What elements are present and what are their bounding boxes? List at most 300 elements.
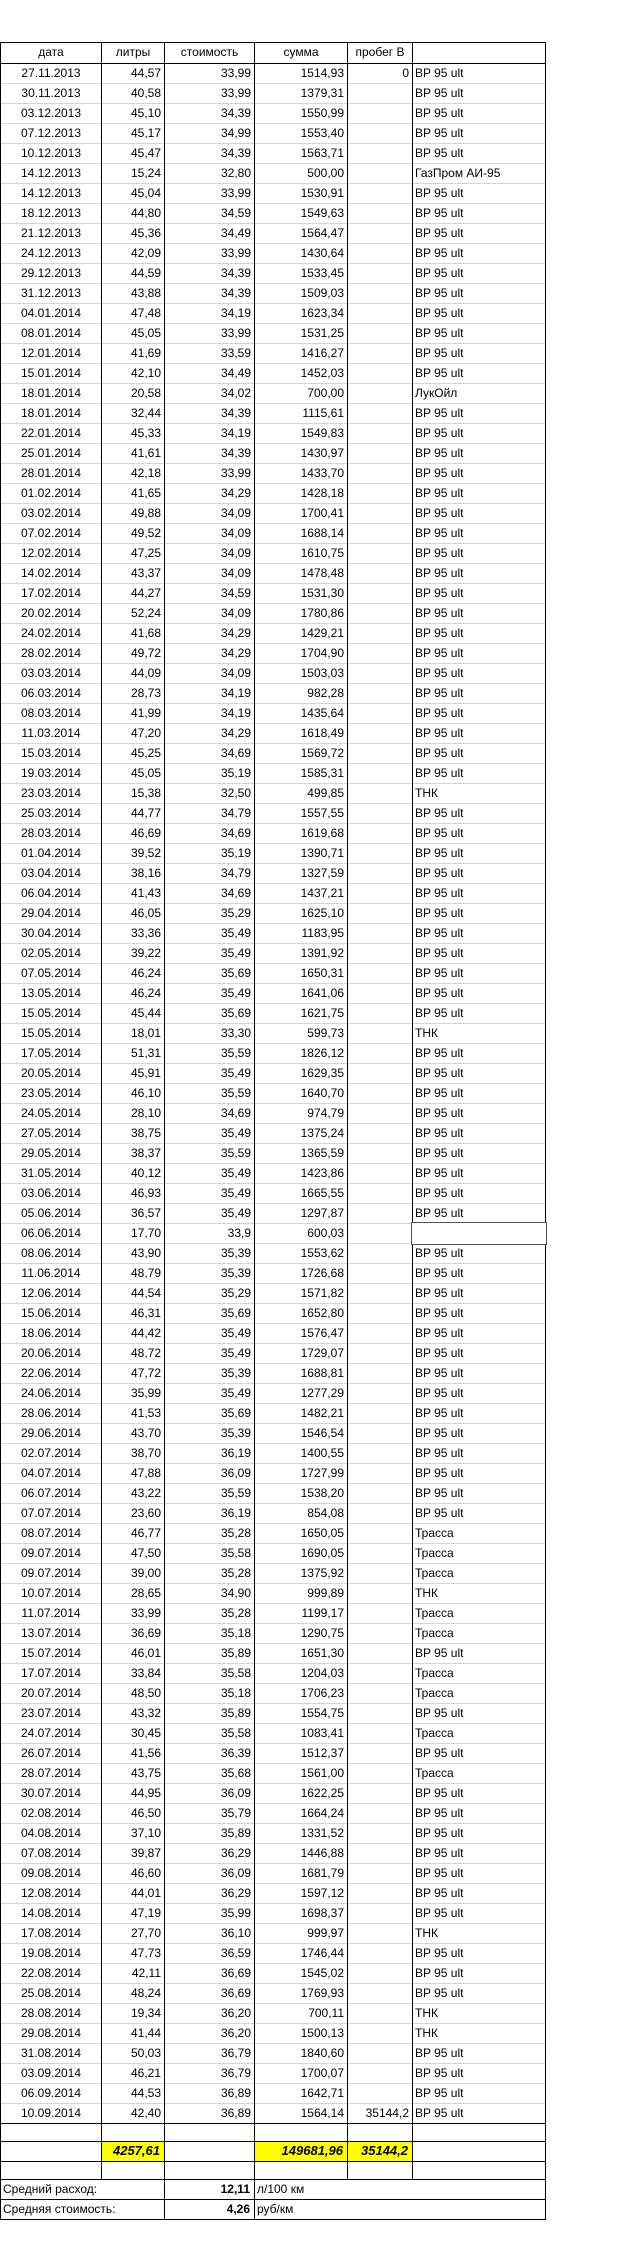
table-cell[interactable]: 09.08.2014 <box>20 1866 82 1880</box>
table-cell[interactable] <box>348 1483 412 1503</box>
table-cell[interactable]: 28,73 <box>130 686 161 700</box>
table-cell[interactable]: BP 95 ult <box>415 1066 464 1080</box>
table-cell[interactable]: 34,09 <box>220 526 251 540</box>
table-cell[interactable]: 27.05.2014 <box>20 1126 82 1140</box>
table-cell[interactable] <box>348 223 412 243</box>
table-cell[interactable]: 35,58 <box>220 1546 251 1560</box>
table-cell[interactable]: 41,56 <box>130 1746 161 1760</box>
table-cell[interactable] <box>348 923 412 943</box>
table-cell[interactable]: 1780,86 <box>300 606 344 620</box>
table-cell[interactable]: 03.06.2014 <box>20 1186 82 1200</box>
table-cell[interactable]: ТНК <box>415 2006 438 2020</box>
table-cell[interactable]: 34,49 <box>220 366 251 380</box>
table-cell[interactable] <box>348 943 412 963</box>
table-cell[interactable]: BP 95 ult <box>415 1446 464 1460</box>
table-cell[interactable]: 34,39 <box>220 446 251 460</box>
table-cell[interactable]: ЛукОйл <box>415 386 458 400</box>
table-cell[interactable]: 35,99 <box>220 1906 251 1920</box>
table-cell[interactable] <box>348 1663 412 1683</box>
table-cell[interactable] <box>348 1023 412 1043</box>
table-cell[interactable]: Трасса <box>415 1766 454 1780</box>
table-cell[interactable]: Трасса <box>415 1546 454 1560</box>
table-cell[interactable]: BP 95 ult <box>415 466 464 480</box>
table-cell[interactable]: 45,05 <box>130 326 161 340</box>
table-cell[interactable]: 1623,34 <box>300 306 344 320</box>
table-cell[interactable] <box>348 1423 412 1443</box>
table-cell[interactable]: 21.12.2013 <box>20 226 82 240</box>
table-cell[interactable]: 33,99 <box>220 326 251 340</box>
table-cell[interactable]: 31.05.2014 <box>20 1166 82 1180</box>
table-cell[interactable]: 35,49 <box>220 1346 251 1360</box>
table-cell[interactable]: 700,11 <box>308 2006 344 2020</box>
table-cell[interactable] <box>348 1003 412 1023</box>
table-cell[interactable] <box>348 143 412 163</box>
table-cell[interactable]: 06.03.2014 <box>20 686 82 700</box>
table-cell[interactable]: 41,65 <box>130 486 161 500</box>
table-cell[interactable] <box>348 1223 412 1243</box>
table-cell[interactable] <box>348 903 412 923</box>
table-cell[interactable]: 34,09 <box>220 566 251 580</box>
table-cell[interactable]: 45,10 <box>130 106 161 120</box>
table-cell[interactable]: 35,58 <box>220 1726 251 1740</box>
table-cell[interactable]: 06.06.2014 <box>20 1226 82 1240</box>
table-cell[interactable]: 48,79 <box>130 1266 161 1280</box>
table-cell[interactable]: BP 95 ult <box>415 1786 464 1800</box>
table-cell[interactable]: Трасса <box>415 1566 454 1580</box>
table-cell[interactable]: 500,00 <box>307 166 344 180</box>
table-cell[interactable]: 1625,10 <box>300 906 344 920</box>
table-cell[interactable]: 1576,47 <box>300 1326 344 1340</box>
table-cell[interactable]: ГазПром АИ-95 <box>415 166 501 180</box>
table-cell[interactable]: 07.05.2014 <box>20 966 82 980</box>
table-cell[interactable]: 41,99 <box>130 706 161 720</box>
table-cell[interactable]: 1640,70 <box>300 1086 344 1100</box>
table-cell[interactable]: 44,95 <box>130 1786 161 1800</box>
table-cell[interactable] <box>348 823 412 843</box>
table-cell[interactable]: 43,88 <box>130 286 161 300</box>
table-cell[interactable]: ТНК <box>415 2026 438 2040</box>
table-cell[interactable] <box>348 663 412 683</box>
table-cell[interactable] <box>348 1323 412 1343</box>
table-cell[interactable]: 46,05 <box>130 906 161 920</box>
table-cell[interactable]: BP 95 ult <box>415 886 464 900</box>
table-cell[interactable]: 11.07.2014 <box>21 1606 81 1620</box>
table-cell[interactable] <box>348 103 412 123</box>
table-cell[interactable]: 35,29 <box>220 1286 251 1300</box>
table-cell[interactable]: 46,24 <box>130 986 161 1000</box>
table-cell[interactable]: 35,99 <box>130 1386 161 1400</box>
table-cell[interactable]: 08.01.2014 <box>20 326 82 340</box>
column-header[interactable]: пробег В <box>355 45 405 59</box>
table-cell[interactable]: 33,99 <box>220 246 251 260</box>
table-cell[interactable]: 1546,54 <box>300 1426 344 1440</box>
table-cell[interactable]: 07.02.2014 <box>20 526 82 540</box>
table-cell[interactable]: ТНК <box>415 1586 438 1600</box>
table-cell[interactable]: 05.06.2014 <box>20 1206 82 1220</box>
table-cell[interactable]: 999,97 <box>307 1926 344 1940</box>
table-cell[interactable] <box>348 1443 412 1463</box>
table-cell[interactable]: BP 95 ult <box>415 626 464 640</box>
table-cell[interactable]: 39,00 <box>130 1566 161 1580</box>
table-cell[interactable]: 35144,2 <box>365 2106 409 2120</box>
table-cell[interactable]: 10.12.2013 <box>20 146 82 160</box>
table-cell[interactable]: 44,53 <box>130 2086 161 2100</box>
table-cell[interactable]: BP 95 ult <box>415 2046 464 2060</box>
table-cell[interactable]: 36,79 <box>220 2046 251 2060</box>
table-cell[interactable]: 34,09 <box>220 606 251 620</box>
table-cell[interactable] <box>348 383 412 403</box>
table-cell[interactable]: 15.05.2014 <box>20 1026 82 1040</box>
table-cell[interactable]: 1512,37 <box>300 1746 344 1760</box>
table-cell[interactable]: 34,99 <box>220 126 251 140</box>
table-cell[interactable]: 29.06.2014 <box>20 1426 82 1440</box>
table-cell[interactable] <box>348 343 412 363</box>
table-cell[interactable]: BP 95 ult <box>415 986 464 1000</box>
table-cell[interactable]: 18,01 <box>130 1026 161 1040</box>
table-cell[interactable]: 06.09.2014 <box>20 2086 82 2100</box>
table-cell[interactable]: 20.05.2014 <box>20 1066 82 1080</box>
table-cell[interactable]: BP 95 ult <box>415 846 464 860</box>
table-cell[interactable]: 17.08.2014 <box>20 1926 82 1940</box>
table-cell[interactable]: 48,72 <box>130 1346 161 1360</box>
table-cell[interactable]: 24.12.2013 <box>20 246 82 260</box>
table-cell[interactable]: 36,20 <box>220 2006 251 2020</box>
table-cell[interactable]: 04.01.2014 <box>20 306 82 320</box>
table-cell[interactable]: 23.07.2014 <box>20 1706 82 1720</box>
table-cell[interactable] <box>348 643 412 663</box>
table-cell[interactable]: BP 95 ult <box>415 286 464 300</box>
table-cell[interactable]: 15,24 <box>130 166 161 180</box>
table-cell[interactable] <box>348 1163 412 1183</box>
table-cell[interactable]: 09.07.2014 <box>20 1546 82 1560</box>
table-cell[interactable]: 11.06.2014 <box>21 1266 81 1280</box>
table-cell[interactable]: 46,50 <box>130 1806 161 1820</box>
table-cell[interactable]: 34,90 <box>220 1586 251 1600</box>
table-cell[interactable]: BP 95 ult <box>415 1086 464 1100</box>
table-cell[interactable]: BP 95 ult <box>415 2066 464 2080</box>
table-cell[interactable]: 46,31 <box>130 1306 161 1320</box>
table-cell[interactable]: 12.08.2014 <box>20 1886 82 1900</box>
table-cell[interactable]: 33,30 <box>220 1026 251 1040</box>
table-cell[interactable] <box>348 1243 412 1263</box>
table-cell[interactable]: 1435,64 <box>300 706 344 720</box>
table-cell[interactable]: 41,53 <box>130 1406 161 1420</box>
table-cell[interactable] <box>348 303 412 323</box>
table-cell[interactable]: 44,42 <box>130 1326 161 1340</box>
table-cell[interactable]: 34,09 <box>220 546 251 560</box>
table-cell[interactable]: Трасса <box>415 1606 454 1620</box>
table-cell[interactable]: 43,37 <box>130 566 161 580</box>
table-cell[interactable]: 35,68 <box>220 1766 251 1780</box>
table-cell[interactable]: 1183,95 <box>301 926 344 940</box>
table-cell[interactable]: BP 95 ult <box>415 306 464 320</box>
table-cell[interactable]: BP 95 ult <box>415 686 464 700</box>
table-cell[interactable]: 30.07.2014 <box>20 1786 82 1800</box>
table-cell[interactable]: 31.08.2014 <box>20 2046 82 2060</box>
table-cell[interactable]: 1769,93 <box>300 1986 344 2000</box>
table-cell[interactable]: 47,19 <box>130 1906 161 1920</box>
table-cell[interactable]: BP 95 ult <box>415 1706 464 1720</box>
table-cell[interactable] <box>348 1963 412 1983</box>
table-cell[interactable] <box>348 1523 412 1543</box>
table-cell[interactable]: 999,89 <box>307 1586 344 1600</box>
table-cell[interactable] <box>348 2043 412 2063</box>
table-cell[interactable] <box>348 723 412 743</box>
table-cell[interactable]: 35,49 <box>220 1206 251 1220</box>
table-cell[interactable]: 24.02.2014 <box>20 626 82 640</box>
table-cell[interactable] <box>348 1843 412 1863</box>
table-cell[interactable]: 17.02.2014 <box>20 586 82 600</box>
table-cell[interactable]: 03.09.2014 <box>20 2066 82 2080</box>
table-cell[interactable]: BP 95 ult <box>415 706 464 720</box>
table-cell[interactable]: 35,49 <box>220 926 251 940</box>
table-cell[interactable]: BP 95 ult <box>415 746 464 760</box>
table-cell[interactable]: 1204,03 <box>300 1666 344 1680</box>
table-cell[interactable]: 1700,41 <box>300 506 344 520</box>
table-cell[interactable]: 1610,75 <box>300 546 344 560</box>
table-cell[interactable]: 1297,87 <box>300 1206 344 1220</box>
table-cell[interactable]: 27.11.2013 <box>21 66 81 80</box>
table-cell[interactable]: 34,19 <box>220 686 251 700</box>
table-cell[interactable]: 20.07.2014 <box>20 1686 82 1700</box>
table-cell[interactable]: ТНК <box>415 786 438 800</box>
table-cell[interactable]: 28.01.2014 <box>20 466 82 480</box>
table-cell[interactable]: 1531,30 <box>300 586 344 600</box>
selected-cell[interactable] <box>411 1222 547 1245</box>
table-cell[interactable]: 39,52 <box>130 846 161 860</box>
table-cell[interactable]: 45,47 <box>130 146 161 160</box>
table-cell[interactable] <box>348 863 412 883</box>
table-cell[interactable]: 47,48 <box>130 306 161 320</box>
table-cell[interactable]: BP 95 ult <box>415 1286 464 1300</box>
table-cell[interactable]: 1514,93 <box>300 66 344 80</box>
table-cell[interactable]: 49,88 <box>130 506 161 520</box>
table-cell[interactable]: 45,33 <box>130 426 161 440</box>
table-cell[interactable]: 1651,30 <box>300 1646 344 1660</box>
table-cell[interactable]: 1665,55 <box>300 1186 344 1200</box>
table-cell[interactable]: 42,18 <box>130 466 161 480</box>
table-cell[interactable]: 46,93 <box>130 1186 161 1200</box>
table-cell[interactable]: BP 95 ult <box>415 1846 464 1860</box>
table-cell[interactable]: BP 95 ult <box>415 666 464 680</box>
table-cell[interactable]: 32,80 <box>220 166 251 180</box>
table-cell[interactable]: 28.03.2014 <box>20 826 82 840</box>
table-cell[interactable]: 1704,90 <box>300 646 344 660</box>
table-cell[interactable]: 35,39 <box>220 1366 251 1380</box>
table-cell[interactable] <box>348 1983 412 2003</box>
table-cell[interactable]: 45,17 <box>130 126 161 140</box>
column-header[interactable] <box>413 42 545 63</box>
table-cell[interactable]: 1391,92 <box>300 946 344 960</box>
table-cell[interactable]: 1509,03 <box>300 286 344 300</box>
table-cell[interactable] <box>348 1803 412 1823</box>
table-cell[interactable]: 37,10 <box>130 1826 161 1840</box>
table-cell[interactable]: 35,28 <box>220 1606 251 1620</box>
table-cell[interactable]: BP 95 ult <box>415 1106 464 1120</box>
table-cell[interactable]: 1549,83 <box>300 426 344 440</box>
table-cell[interactable]: 08.03.2014 <box>20 706 82 720</box>
table-cell[interactable]: 02.05.2014 <box>20 946 82 960</box>
table-cell[interactable]: BP 95 ult <box>415 146 464 160</box>
table-cell[interactable]: 35,59 <box>220 1146 251 1160</box>
table-cell[interactable]: 35,69 <box>220 1006 251 1020</box>
table-cell[interactable]: 29.12.2013 <box>20 266 82 280</box>
table-cell[interactable] <box>348 603 412 623</box>
table-cell[interactable]: 07.08.2014 <box>20 1846 82 1860</box>
table-cell[interactable]: 03.03.2014 <box>20 666 82 680</box>
table-cell[interactable] <box>348 983 412 1003</box>
table-cell[interactable]: BP 95 ult <box>415 406 464 420</box>
table-cell[interactable]: 34,69 <box>220 886 251 900</box>
table-cell[interactable]: BP 95 ult <box>415 1826 464 1840</box>
table-cell[interactable]: 44,09 <box>130 666 161 680</box>
table-cell[interactable]: 32,44 <box>130 406 161 420</box>
table-cell[interactable]: 1557,55 <box>300 806 344 820</box>
table-cell[interactable] <box>348 403 412 423</box>
table-cell[interactable]: 19.08.2014 <box>20 1946 82 1960</box>
table-cell[interactable]: 1650,05 <box>300 1526 344 1540</box>
table-cell[interactable]: 35,49 <box>220 1186 251 1200</box>
table-cell[interactable]: 46,69 <box>130 826 161 840</box>
table-cell[interactable]: 17.07.2014 <box>20 1666 82 1680</box>
table-cell[interactable]: BP 95 ult <box>415 766 464 780</box>
table-cell[interactable]: BP 95 ult <box>415 446 464 460</box>
total-liters[interactable]: 4257,61 <box>102 2141 164 2161</box>
summary-value[interactable]: 4,26 <box>226 2202 250 2216</box>
table-cell[interactable]: BP 95 ult <box>415 826 464 840</box>
table-cell[interactable] <box>348 1863 412 1883</box>
total-sum[interactable]: 149681,96 <box>255 2141 347 2161</box>
table-cell[interactable]: 1375,92 <box>300 1566 344 1580</box>
table-cell[interactable]: 1618,49 <box>300 726 344 740</box>
table-cell[interactable]: 03.02.2014 <box>20 506 82 520</box>
table-cell[interactable]: 33,99 <box>220 66 251 80</box>
table-cell[interactable]: 34,79 <box>220 866 251 880</box>
table-cell[interactable]: 15.01.2014 <box>20 366 82 380</box>
table-cell[interactable]: 22.01.2014 <box>20 426 82 440</box>
table-cell[interactable]: 34,39 <box>220 106 251 120</box>
table-cell[interactable]: 48,50 <box>130 1686 161 1700</box>
table-cell[interactable]: 49,72 <box>130 646 161 660</box>
table-cell[interactable]: 35,39 <box>220 1246 251 1260</box>
table-cell[interactable]: 36,69 <box>220 1986 251 2000</box>
table-cell[interactable] <box>348 2063 412 2083</box>
table-cell[interactable]: 1726,68 <box>300 1266 344 1280</box>
table-cell[interactable]: BP 95 ult <box>415 926 464 940</box>
table-cell[interactable]: 04.07.2014 <box>20 1466 82 1480</box>
table-cell[interactable]: 1700,07 <box>300 2066 344 2080</box>
table-cell[interactable]: 01.02.2014 <box>20 486 82 500</box>
table-cell[interactable]: 34,49 <box>220 226 251 240</box>
table-cell[interactable]: 1482,21 <box>300 1406 344 1420</box>
table-cell[interactable] <box>348 2083 412 2103</box>
table-cell[interactable]: 38,16 <box>130 866 161 880</box>
table-cell[interactable] <box>348 1203 412 1223</box>
table-cell[interactable] <box>348 1563 412 1583</box>
table-cell[interactable] <box>348 743 412 763</box>
table-cell[interactable]: 34,39 <box>220 406 251 420</box>
table-cell[interactable]: 45,05 <box>130 766 161 780</box>
table-cell[interactable]: 35,28 <box>220 1566 251 1580</box>
table-cell[interactable]: BP 95 ult <box>415 1326 464 1340</box>
table-cell[interactable]: BP 95 ult <box>415 726 464 740</box>
table-cell[interactable]: 28.07.2014 <box>20 1766 82 1780</box>
table-cell[interactable]: 04.08.2014 <box>20 1826 82 1840</box>
table-cell[interactable]: 35,49 <box>220 1326 251 1340</box>
table-cell[interactable]: 36,09 <box>220 1466 251 1480</box>
table-cell[interactable]: 34,69 <box>220 1106 251 1120</box>
table-cell[interactable]: 41,68 <box>130 626 161 640</box>
table-cell[interactable]: Трасса <box>415 1626 454 1640</box>
table-cell[interactable] <box>348 1943 412 1963</box>
table-cell[interactable]: BP 95 ult <box>415 246 464 260</box>
table-cell[interactable]: 40,58 <box>130 86 161 100</box>
table-cell[interactable]: 35,28 <box>220 1526 251 1540</box>
table-cell[interactable]: 36,57 <box>130 1206 161 1220</box>
table-cell[interactable]: 34,02 <box>220 386 251 400</box>
table-cell[interactable]: 14.12.2013 <box>20 166 82 180</box>
table-cell[interactable]: 44,27 <box>130 586 161 600</box>
table-cell[interactable]: 12.01.2014 <box>20 346 82 360</box>
table-cell[interactable]: 36,79 <box>220 2066 251 2080</box>
table-cell[interactable]: BP 95 ult <box>415 206 464 220</box>
table-cell[interactable]: 38,75 <box>130 1126 161 1140</box>
table-cell[interactable] <box>348 363 412 383</box>
table-cell[interactable]: 07.07.2014 <box>20 1506 82 1520</box>
table-cell[interactable]: 36,69 <box>220 1966 251 1980</box>
table-cell[interactable]: 19.03.2014 <box>20 766 82 780</box>
table-cell[interactable]: 35,49 <box>220 946 251 960</box>
table-cell[interactable]: 1452,03 <box>300 366 344 380</box>
table-cell[interactable]: Трасса <box>415 1686 454 1700</box>
table-cell[interactable]: 34,39 <box>220 146 251 160</box>
table-cell[interactable]: BP 95 ult <box>415 606 464 620</box>
table-cell[interactable] <box>348 1683 412 1703</box>
table-cell[interactable]: 17,70 <box>130 1226 161 1240</box>
table-cell[interactable]: 06.04.2014 <box>20 886 82 900</box>
table-cell[interactable]: ТНК <box>415 1026 438 1040</box>
table-cell[interactable]: BP 95 ult <box>415 1746 464 1760</box>
table-cell[interactable]: 1290,75 <box>300 1626 344 1640</box>
table-cell[interactable]: BP 95 ult <box>415 1966 464 1980</box>
table-cell[interactable]: 29.08.2014 <box>20 2026 82 2040</box>
table-cell[interactable]: 1115,61 <box>302 406 344 420</box>
table-cell[interactable]: 38,37 <box>130 1146 161 1160</box>
table-cell[interactable]: 28.06.2014 <box>20 1406 82 1420</box>
table-cell[interactable]: BP 95 ult <box>415 366 464 380</box>
table-cell[interactable]: 1437,21 <box>300 886 344 900</box>
table-cell[interactable]: 1554,75 <box>300 1706 344 1720</box>
table-cell[interactable] <box>348 1043 412 1063</box>
table-cell[interactable]: 35,89 <box>220 1646 251 1660</box>
table-cell[interactable]: 40,12 <box>130 1166 161 1180</box>
table-cell[interactable] <box>348 263 412 283</box>
table-cell[interactable]: 03.12.2013 <box>20 106 82 120</box>
table-cell[interactable]: 982,28 <box>307 686 344 700</box>
table-cell[interactable]: 1746,44 <box>300 1946 344 1960</box>
table-cell[interactable]: 1727,99 <box>300 1466 344 1480</box>
table-cell[interactable]: 11.03.2014 <box>21 726 81 740</box>
table-cell[interactable]: 18.06.2014 <box>20 1326 82 1340</box>
table-cell[interactable]: 52,24 <box>130 606 161 620</box>
table-cell[interactable]: 33,59 <box>220 346 251 360</box>
table-cell[interactable]: 34,39 <box>220 286 251 300</box>
table-cell[interactable]: 34,29 <box>220 726 251 740</box>
table-cell[interactable] <box>348 1763 412 1783</box>
table-cell[interactable]: 34,69 <box>220 746 251 760</box>
table-cell[interactable]: 1390,71 <box>300 846 344 860</box>
table-cell[interactable] <box>348 2003 412 2023</box>
